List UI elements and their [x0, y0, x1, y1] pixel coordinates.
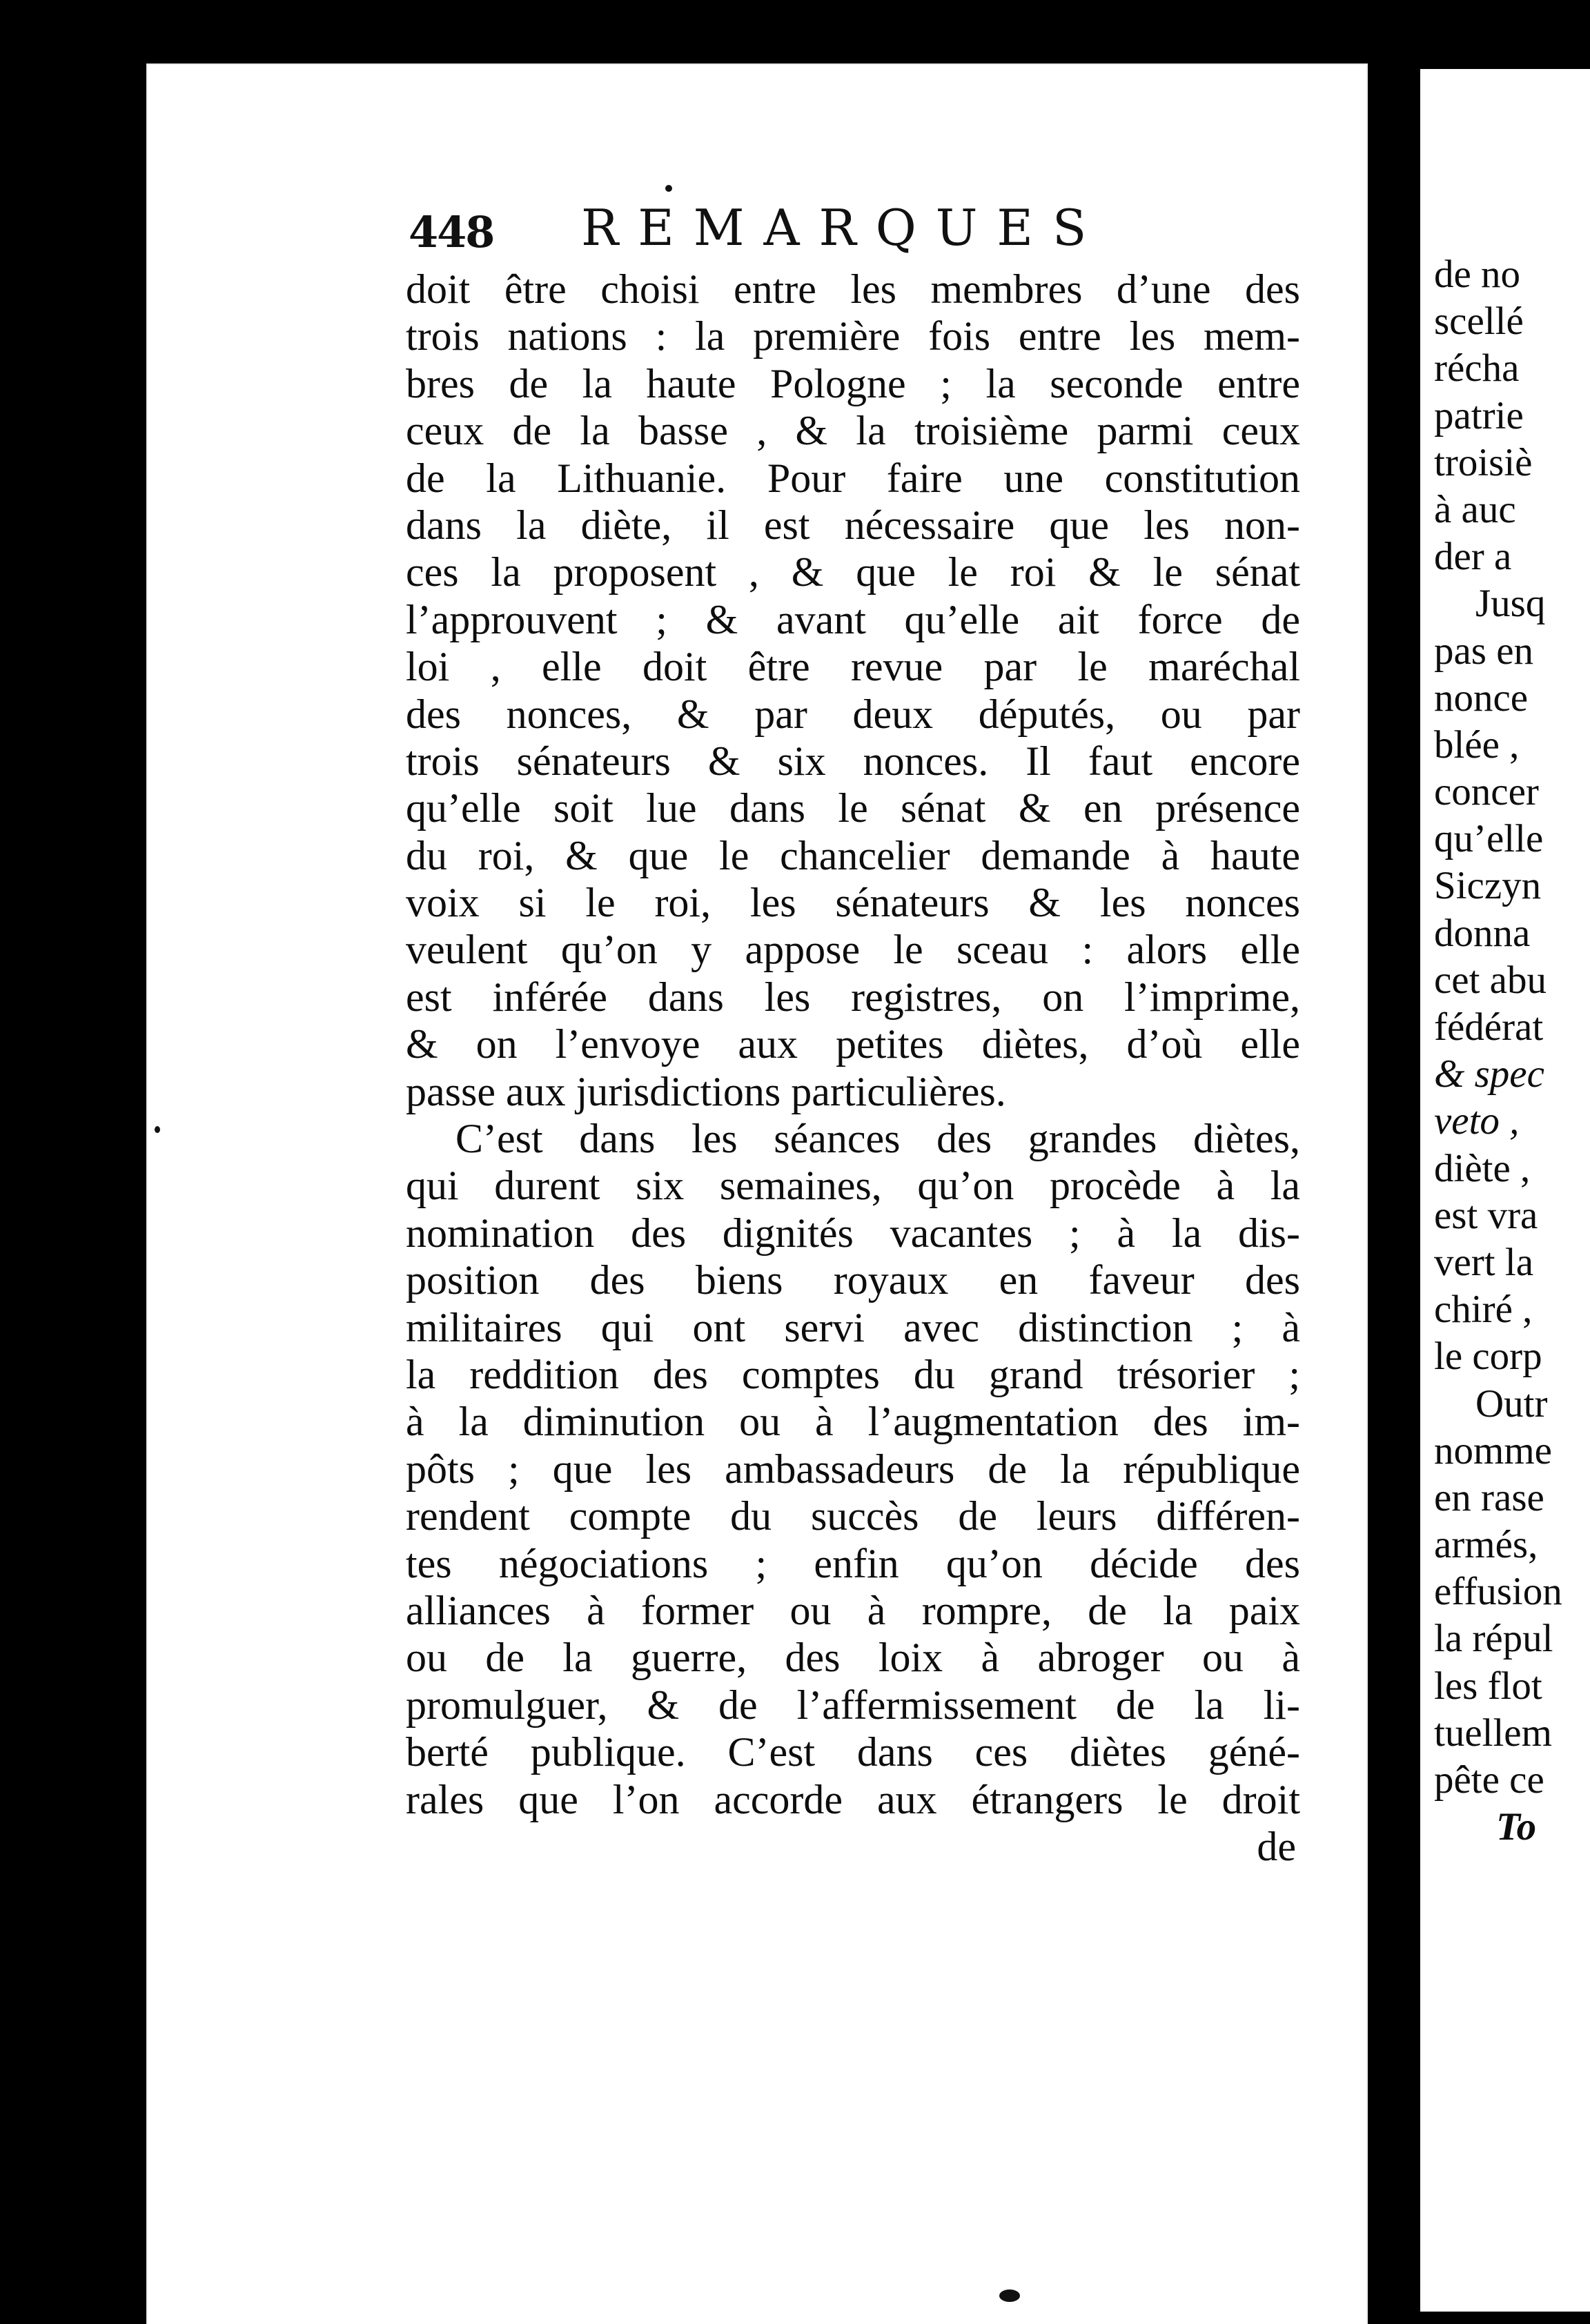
right-page-text-line: armés,: [1434, 1523, 1538, 1567]
text-line: ou de la guerre, des loix à abroger ou à: [406, 1635, 1300, 1681]
right-page-text-line: blée ,: [1434, 722, 1520, 767]
right-page-text-line: diète ,: [1434, 1146, 1531, 1190]
text-line: ceux de la basse , & la troisième parmi ceux: [406, 408, 1300, 454]
text-line: ces la proposent , & que le roi & le sénat: [406, 549, 1300, 595]
right-page-text-line: la répul: [1434, 1617, 1553, 1661]
text-line: est inférée dans les registres, on l’imprime,: [406, 974, 1300, 1020]
right-page-text-line: qu’elle: [1434, 817, 1544, 861]
ink-speck: [999, 2289, 1020, 2302]
text-line: C’est dans les séances des grandes diètes,: [455, 1116, 1300, 1162]
text-line: tes négociations ; enfin qu’on décide des: [406, 1540, 1300, 1586]
right-page-text-line: pas en: [1434, 629, 1534, 673]
right-page-text-line: & spec: [1434, 1052, 1544, 1096]
text-line: du roi, & que le chancelier demande à haute: [406, 832, 1300, 878]
text-line: des nonces, & par deux députés, ou par: [406, 691, 1300, 737]
right-page-text-line: vert la: [1434, 1240, 1534, 1284]
text-line: de la Lithuanie. Pour faire une constitution: [406, 455, 1300, 501]
text-line: alliances à former ou à rompre, de la paix: [406, 1587, 1300, 1633]
right-page-text-line: pête ce: [1434, 1758, 1544, 1802]
right-page-text-line: effusion: [1434, 1570, 1562, 1614]
right-page-text-line: concer: [1434, 770, 1539, 814]
ink-speck: [155, 1126, 160, 1133]
right-page-text-fragment: [1434, 251, 1590, 1851]
page-number: 448: [409, 207, 494, 257]
right-page-text-line: scellé: [1434, 299, 1524, 344]
right-page-text-line: veto ,: [1434, 1099, 1520, 1143]
text-line: militaires qui ont servi avec distinction ; à: [406, 1304, 1300, 1350]
right-page-text-line: Outr: [1475, 1381, 1548, 1426]
text-line: veulent qu’on y appose le sceau : alors elle: [406, 927, 1300, 973]
text-line: position des biens royaux en faveur des: [406, 1257, 1300, 1303]
text-line: doit être choisi entre les membres d’une des: [406, 266, 1300, 312]
text-line: rendent compte du succès de leurs différen-: [406, 1493, 1300, 1539]
text-line: trois sénateurs & six nonces. Il faut encore: [406, 738, 1300, 784]
right-page-text-line: de no: [1434, 253, 1521, 296]
right-page-text-line: chiré ,: [1434, 1288, 1533, 1332]
right-page-text-line: les flot: [1434, 1664, 1542, 1708]
text-line: la reddition des comptes du grand trésorier ;: [406, 1351, 1300, 1397]
text-line: nomination des dignités vacantes ; à la dis-: [406, 1210, 1300, 1256]
text-line: de: [1257, 1823, 1296, 1869]
right-page-text-line: tuellem: [1434, 1711, 1552, 1755]
right-page-text-line: à auc: [1434, 487, 1516, 531]
right-page-text-line: cet abu: [1434, 958, 1547, 1002]
right-page-text-line: der a: [1434, 535, 1512, 579]
right-page-text-line: fédérat: [1434, 1005, 1544, 1049]
text-line: berté publique. C’est dans ces diètes géné-: [406, 1729, 1300, 1775]
right-page-text-line: Siczyn: [1434, 864, 1542, 908]
right-page-text-line: en rase: [1434, 1475, 1544, 1519]
text-line: l’approuvent ; & avant qu’elle ait force de: [406, 596, 1300, 642]
text-line: pôts ; que les ambassadeurs de la république: [406, 1446, 1300, 1492]
right-page-text-line: patrie: [1434, 393, 1524, 437]
running-head: [409, 199, 1295, 275]
running-title: REMARQUES: [581, 199, 1106, 257]
text-line: loi , elle doit être revue par le maréchal: [406, 644, 1300, 690]
right-page-text-line: nomme: [1434, 1428, 1552, 1473]
right-page-text-line: Jusq: [1475, 582, 1546, 626]
text-line: passe aux jurisdictions particulières.: [406, 1068, 1006, 1114]
text-line: voix si le roi, les sénateurs & les nonces: [406, 880, 1300, 926]
right-page-text-line: récha: [1434, 346, 1520, 391]
text-line: qui durent six semaines, qu’on procède à la: [406, 1163, 1300, 1209]
text-line: à la diminution ou à l’augmentation des im-: [406, 1399, 1300, 1445]
text-line: promulguer, & de l’affermissement de la li-: [406, 1682, 1300, 1728]
ink-speck: [665, 185, 672, 192]
right-page-text-line: troisiè: [1434, 440, 1533, 484]
text-line: rales que l’on accorde aux étrangers le droit: [406, 1776, 1300, 1822]
text-line: bres de la haute Pologne ; la seconde entre: [406, 360, 1300, 406]
text-line: & on l’envoye aux petites diètes, d’où elle: [406, 1021, 1300, 1067]
main-text-column: [406, 266, 1300, 1870]
right-page-text-line: To: [1496, 1805, 1537, 1849]
text-line: qu’elle soit lue dans le sénat & en présence: [406, 785, 1300, 831]
text-line: dans la diète, il est nécessaire que les non-: [406, 502, 1300, 548]
right-page-text-line: le corp: [1434, 1335, 1542, 1379]
right-page-text-line: donna: [1434, 911, 1531, 955]
text-line: trois nations : la première fois entre les mem-: [406, 313, 1300, 360]
right-page-text-line: nonce: [1434, 676, 1529, 720]
right-page-text-line: est vra: [1434, 1193, 1538, 1237]
